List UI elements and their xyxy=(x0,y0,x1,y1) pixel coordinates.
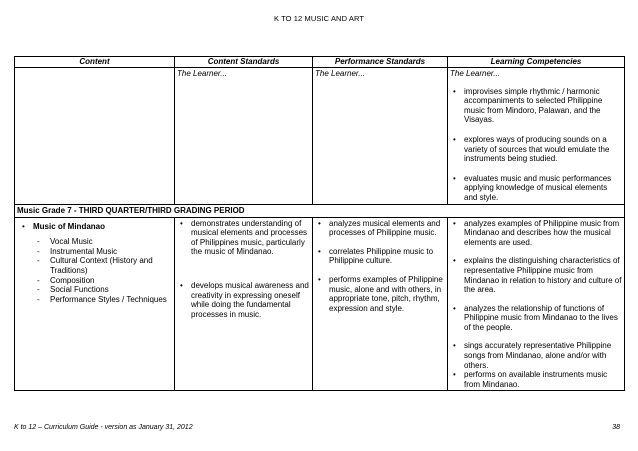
curriculum-table xyxy=(14,56,625,391)
competency-text: performs on available instruments music from Mindanao. xyxy=(464,370,608,389)
list-item xyxy=(450,341,622,370)
competency-text: evaluates music and music performances applying knowledge of musical elements and style. xyxy=(464,173,612,202)
bullet-icon: • xyxy=(453,134,456,144)
learner-lead: The Learner... xyxy=(450,69,500,78)
cell-learning-competencies xyxy=(448,217,625,391)
column-header-content-standards: Content Standards xyxy=(175,57,313,68)
list-item: - Social Functions xyxy=(37,285,109,295)
page-header: K TO 12 MUSIC AND ART xyxy=(273,14,365,23)
cell-learning-competencies xyxy=(448,68,625,205)
list-item xyxy=(450,256,622,294)
list-item xyxy=(315,219,445,238)
cell-performance-standards xyxy=(313,217,448,391)
list-item: - Vocal Music xyxy=(37,237,93,247)
cell-performance-standards xyxy=(313,68,448,205)
subtopic-text: Composition xyxy=(50,275,95,285)
competency-text: analyzes the relationship of functions of Philippine music from Mindanao to the lives of the people. xyxy=(464,303,618,332)
competency-text: explores ways of producing sounds on a variety of sources that would emulate the instruments being studied. xyxy=(464,134,610,164)
learner-lead: The Learner... xyxy=(315,69,365,78)
page-number: 38 xyxy=(612,424,620,431)
standard-text: demonstrates understanding of musical elements and processes of Philippines music, particularly the music of Mindanao. xyxy=(191,218,308,257)
column-header-content: Content xyxy=(15,57,175,68)
standard-text: analyzes musical elements and processes of Philippine music. xyxy=(329,218,441,238)
competency-text: analyzes examples of Philippine music from Mindanao and describes how the musical elements are used. xyxy=(464,218,620,247)
list-item xyxy=(450,219,622,248)
competency-text: sings accurately representative Philippine songs from Mindanao, alone and/or with others. xyxy=(464,341,612,370)
learner-lead: The Learner... xyxy=(177,69,227,78)
list-item xyxy=(450,135,622,164)
competency-text: explains the distinguishing characteristics of representative Philippine music from Mindanao in relation to history and culture of the area. xyxy=(464,256,622,295)
cell-content-standards xyxy=(175,68,313,205)
table-row-continued xyxy=(15,68,625,205)
table-row-mindanao xyxy=(15,217,625,391)
cell-content xyxy=(15,217,175,391)
subtopic-text: Social Functions xyxy=(50,285,109,295)
bullet-icon: • xyxy=(318,218,321,228)
bullet-icon: • xyxy=(180,218,183,228)
grading-period-row xyxy=(15,204,625,217)
footer-version: K to 12 – Curriculum Guide - version as January 31, 2012 xyxy=(14,424,193,431)
bullet-icon: • xyxy=(453,341,456,351)
bullet-icon: • xyxy=(453,218,456,228)
list-item: - Instrumental Music xyxy=(37,246,118,256)
grading-period-label: Music Grade 7 - THIRD QUARTER/THIRD GRADING PERIOD xyxy=(15,204,625,217)
list-item xyxy=(315,275,445,313)
standard-text: develops musical awareness and creativity in expressing oneself while doing the fundamental processes in music. xyxy=(191,280,309,319)
column-header-performance-standards: Performance Standards xyxy=(313,57,448,68)
bullet-icon: • xyxy=(180,280,183,290)
bullet-icon: • xyxy=(22,221,25,231)
list-item xyxy=(450,174,622,203)
list-item xyxy=(177,219,310,257)
cell-content-standards xyxy=(175,217,313,391)
column-header-row xyxy=(15,57,625,68)
list-item xyxy=(450,87,622,125)
bullet-icon: • xyxy=(318,274,321,284)
list-item: - Performance Styles / Techniques xyxy=(37,294,167,304)
subtopic-text: Cultural Context (History and Traditions) xyxy=(50,256,153,275)
bullet-icon: • xyxy=(453,370,456,380)
list-item xyxy=(450,304,622,333)
bullet-icon: • xyxy=(453,86,456,96)
standard-text: performs examples of Philippine music, alone and with others, in appropriate tone, pitch, rhythm, expression and style. xyxy=(329,274,443,313)
bullet-icon: • xyxy=(453,173,456,183)
subtopic-text: Vocal Music xyxy=(50,237,93,247)
bullet-icon: • xyxy=(453,303,456,313)
cell-content-empty xyxy=(15,68,175,205)
bullet-icon: • xyxy=(453,256,456,266)
topic-title: Music of Mindanao xyxy=(33,221,105,231)
subtopic-text: Performance Styles / Techniques xyxy=(50,294,167,304)
subtopic-text: Instrumental Music xyxy=(50,246,118,256)
list-item xyxy=(177,281,310,319)
list-item: - Cultural Context (History and Traditions) xyxy=(37,256,153,275)
list-item xyxy=(315,247,445,266)
list-item xyxy=(17,222,172,232)
column-header-learning-competencies: Learning Competencies xyxy=(448,57,625,68)
bullet-icon: • xyxy=(318,246,321,256)
competency-text: improvises simple rhythmic / harmonic accompaniments to selected Philippine music from Mindoro, Palawan, and the Visayas. xyxy=(464,86,603,125)
list-item xyxy=(450,370,622,389)
standard-text: correlates Philippine music to Philippine culture. xyxy=(329,246,434,266)
list-item: - Composition xyxy=(37,275,95,285)
